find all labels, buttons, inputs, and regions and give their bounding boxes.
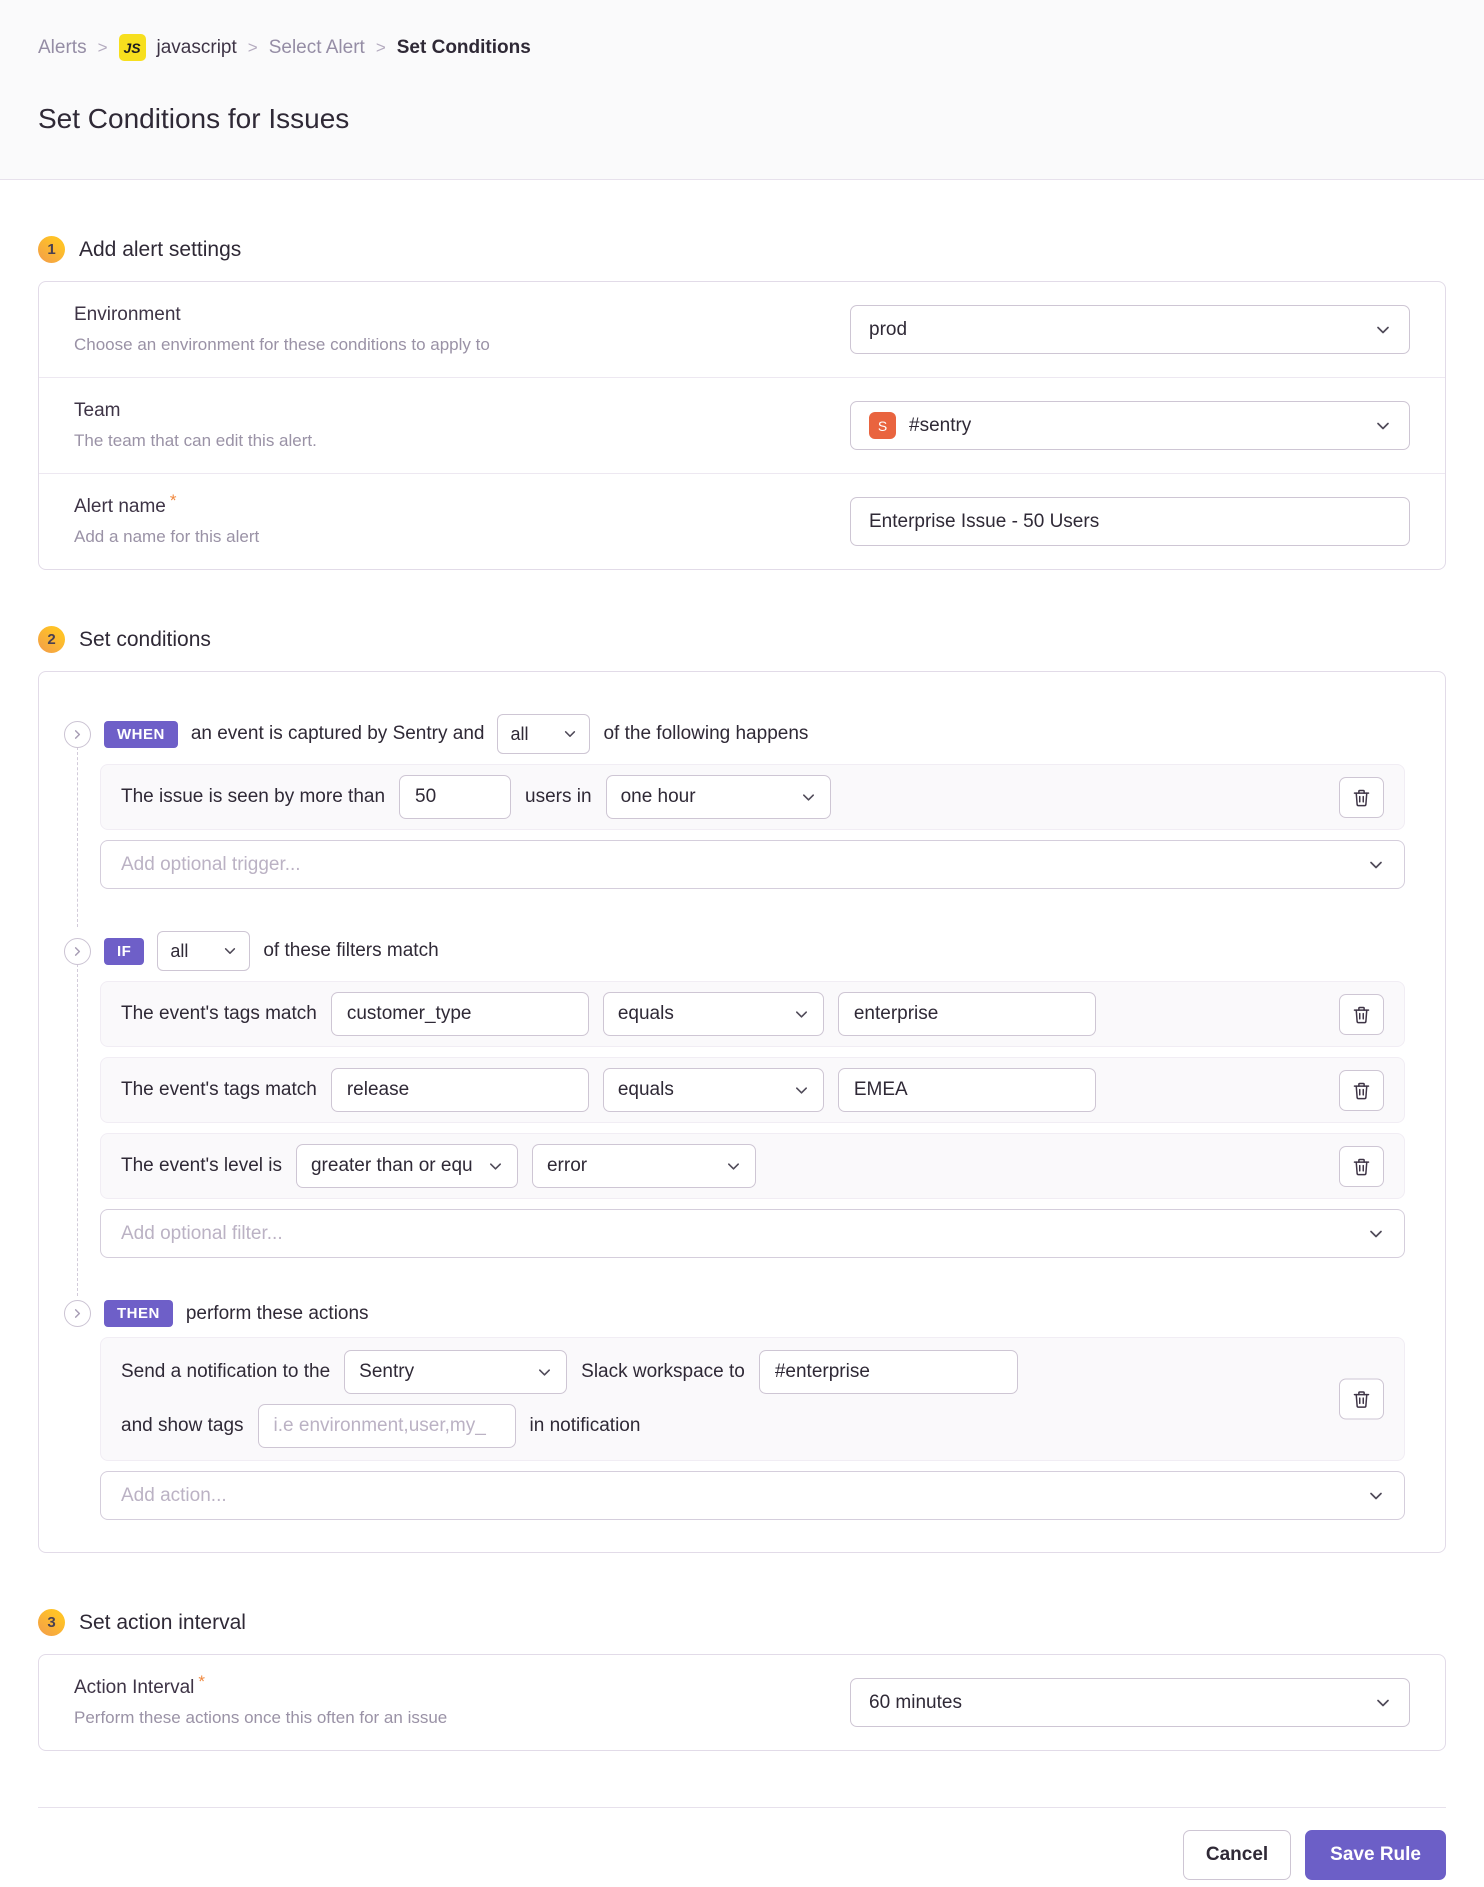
when-header bbox=[64, 714, 1405, 754]
main-content bbox=[0, 236, 1484, 1880]
chevron-right-icon bbox=[72, 729, 83, 740]
action-interval-panel bbox=[38, 1654, 1446, 1751]
section-set-conditions bbox=[38, 626, 1446, 653]
chevron-down-icon bbox=[1368, 857, 1384, 873]
team-value: #sentry bbox=[909, 414, 972, 436]
chevron-down-icon bbox=[223, 944, 237, 958]
add-trigger-select[interactable] bbox=[100, 840, 1405, 889]
alert-name-label-text: Alert name bbox=[74, 496, 166, 517]
when-body bbox=[100, 764, 1405, 889]
add-action-placeholder: Add action... bbox=[121, 1484, 227, 1506]
action-interval-label bbox=[74, 1672, 447, 1699]
action-interval-text bbox=[74, 1672, 448, 1728]
collapse-then-icon[interactable] bbox=[64, 1300, 91, 1327]
chevron-down-icon bbox=[801, 790, 816, 805]
tag-operator-select[interactable] bbox=[603, 1068, 824, 1112]
team-description: The team that can edit this alert. bbox=[74, 431, 317, 450]
breadcrumb-separator-icon: > bbox=[375, 37, 386, 57]
page-title: Set Conditions for Issues bbox=[38, 103, 350, 134]
chevron-down-icon bbox=[1375, 322, 1391, 338]
tag-operator-select[interactable] bbox=[603, 992, 824, 1036]
breadcrumb-current: Set Conditions bbox=[396, 36, 531, 58]
breadcrumb-separator-icon: > bbox=[97, 37, 108, 57]
if-step bbox=[64, 931, 1405, 1258]
level-filter-text: The event's level is bbox=[121, 1155, 282, 1176]
if-body bbox=[100, 981, 1405, 1258]
delete-filter-button[interactable] bbox=[1339, 994, 1384, 1035]
delete-filter-button[interactable] bbox=[1339, 1070, 1384, 1111]
action-interval-label-text: Action Interval bbox=[74, 1677, 195, 1698]
footer-actions bbox=[38, 1830, 1446, 1880]
team-text bbox=[74, 400, 317, 451]
when-match-value: all bbox=[510, 723, 529, 744]
chevron-down-icon bbox=[794, 1083, 809, 1098]
chevron-down-icon bbox=[488, 1159, 503, 1174]
if-match-value: all bbox=[170, 940, 189, 961]
collapse-if-icon[interactable] bbox=[64, 938, 91, 965]
trash-icon bbox=[1351, 1156, 1372, 1177]
action-interval-row bbox=[39, 1655, 1445, 1750]
action-row bbox=[100, 1337, 1405, 1461]
when-text-after: of the following happens bbox=[603, 723, 809, 744]
level-operator-value: greater than or equ bbox=[310, 1155, 473, 1176]
section-add-alert-settings bbox=[38, 236, 1446, 263]
trash-icon bbox=[1351, 1004, 1372, 1025]
then-step bbox=[64, 1300, 1405, 1520]
alert-name-input[interactable] bbox=[850, 497, 1410, 546]
footer-divider bbox=[38, 1807, 1446, 1808]
trigger-row bbox=[100, 764, 1405, 830]
environment-description: Choose an environment for these conditions to apply to bbox=[74, 335, 490, 354]
trash-icon bbox=[1351, 1389, 1372, 1410]
then-badge: THEN bbox=[104, 1300, 173, 1327]
tags-input[interactable] bbox=[258, 1404, 516, 1448]
add-action-select[interactable] bbox=[100, 1471, 1405, 1520]
environment-value: prod bbox=[869, 318, 908, 340]
chevron-down-icon bbox=[1375, 418, 1391, 434]
filter-text: The event's tags match bbox=[121, 1003, 317, 1024]
chevron-down-icon bbox=[794, 1007, 809, 1022]
alert-settings-panel bbox=[38, 281, 1446, 570]
if-match-select[interactable] bbox=[157, 931, 250, 971]
trash-icon bbox=[1351, 1080, 1372, 1101]
chevron-down-icon bbox=[563, 727, 577, 741]
channel-input[interactable] bbox=[759, 1350, 1018, 1394]
alert-name-label bbox=[74, 491, 259, 518]
tag-key-input[interactable] bbox=[331, 992, 589, 1036]
environment-label: Environment bbox=[74, 304, 181, 325]
tag-value-input[interactable] bbox=[838, 1068, 1096, 1112]
chevron-down-icon bbox=[537, 1365, 552, 1380]
section-set-action-interval bbox=[38, 1609, 1446, 1636]
chevron-right-icon bbox=[72, 946, 83, 957]
chevron-down-icon bbox=[1375, 1695, 1391, 1711]
step-number-badge: 3 bbox=[38, 1609, 65, 1636]
delete-trigger-button[interactable] bbox=[1339, 777, 1384, 818]
when-step bbox=[64, 714, 1405, 889]
chevron-right-icon bbox=[72, 1308, 83, 1319]
breadcrumb bbox=[38, 34, 1446, 61]
interval-value: one hour bbox=[620, 786, 696, 807]
environment-text bbox=[74, 304, 490, 355]
breadcrumb-separator-icon: > bbox=[247, 37, 258, 57]
team-label: Team bbox=[74, 400, 121, 421]
add-filter-select[interactable] bbox=[100, 1209, 1405, 1258]
collapse-when-icon[interactable] bbox=[64, 721, 91, 748]
chevron-down-icon bbox=[1368, 1488, 1384, 1504]
then-header bbox=[64, 1300, 1405, 1327]
step-number-badge: 2 bbox=[38, 626, 65, 653]
alert-name-row bbox=[39, 474, 1445, 569]
chevron-down-icon bbox=[1368, 1226, 1384, 1242]
level-value: error bbox=[546, 1155, 588, 1176]
when-badge: WHEN bbox=[104, 721, 178, 748]
trash-icon bbox=[1351, 787, 1372, 808]
action-interval-select[interactable] bbox=[850, 1678, 1410, 1727]
alert-name-description: Add a name for this alert bbox=[74, 527, 260, 546]
level-value-select[interactable] bbox=[532, 1144, 756, 1188]
level-operator-select[interactable] bbox=[296, 1144, 518, 1188]
tags-text-after: in notification bbox=[529, 1415, 641, 1436]
environment-row bbox=[39, 282, 1445, 378]
page-header bbox=[0, 0, 1484, 180]
action-line-2 bbox=[121, 1404, 1018, 1448]
breadcrumb-alerts[interactable]: Alerts bbox=[38, 36, 87, 58]
tags-text-before: and show tags bbox=[121, 1415, 244, 1436]
interval-select[interactable] bbox=[606, 775, 831, 819]
section-title: Set conditions bbox=[79, 627, 211, 651]
if-badge: IF bbox=[104, 938, 144, 965]
team-row bbox=[39, 378, 1445, 474]
action-text-middle: Slack workspace to bbox=[581, 1361, 745, 1382]
trigger-text-middle: users in bbox=[525, 786, 592, 807]
tag-key-input[interactable] bbox=[331, 1068, 589, 1112]
filter-row bbox=[100, 1057, 1405, 1123]
add-trigger-placeholder: Add optional trigger... bbox=[121, 853, 301, 875]
action-lines bbox=[121, 1350, 1018, 1448]
javascript-project-icon: JS bbox=[119, 34, 146, 61]
action-interval-value: 60 minutes bbox=[869, 1691, 962, 1713]
environment-select[interactable] bbox=[850, 305, 1410, 354]
breadcrumb-project[interactable]: javascript bbox=[156, 36, 237, 58]
required-asterisk: * bbox=[198, 1672, 206, 1691]
action-line-1 bbox=[121, 1350, 1018, 1394]
delete-action-button[interactable] bbox=[1339, 1379, 1384, 1420]
when-text-before: an event is captured by Sentry and bbox=[190, 723, 485, 744]
section-title: Add alert settings bbox=[79, 237, 242, 261]
required-asterisk: * bbox=[169, 491, 177, 510]
breadcrumb-select-alert[interactable]: Select Alert bbox=[268, 36, 365, 58]
save-rule-button[interactable]: Save Rule bbox=[1305, 1830, 1446, 1880]
action-interval-description: Perform these actions once this often for an issue bbox=[74, 1708, 448, 1727]
team-avatar: S bbox=[869, 412, 896, 439]
workspace-value: Sentry bbox=[359, 1361, 415, 1382]
alert-name-text bbox=[74, 491, 260, 547]
if-header bbox=[64, 931, 1405, 971]
chevron-down-icon bbox=[726, 1159, 741, 1174]
tag-operator-value: equals bbox=[617, 1003, 674, 1024]
if-text-after: of these filters match bbox=[263, 940, 439, 961]
trigger-text-before: The issue is seen by more than bbox=[121, 786, 386, 807]
delete-filter-button[interactable] bbox=[1339, 1146, 1384, 1187]
workspace-select[interactable] bbox=[344, 1350, 567, 1394]
tag-operator-value: equals bbox=[617, 1079, 674, 1100]
add-filter-placeholder: Add optional filter... bbox=[121, 1222, 283, 1244]
filter-text: The event's tags match bbox=[121, 1079, 317, 1100]
then-body bbox=[100, 1337, 1405, 1520]
team-select[interactable] bbox=[850, 401, 1410, 450]
filter-row bbox=[100, 981, 1405, 1047]
cancel-button[interactable]: Cancel bbox=[1183, 1830, 1291, 1880]
tag-value-input[interactable] bbox=[838, 992, 1096, 1036]
section-title: Set action interval bbox=[79, 1610, 246, 1634]
when-match-select[interactable] bbox=[497, 714, 590, 754]
level-filter-row bbox=[100, 1133, 1405, 1199]
action-text-before: Send a notification to the bbox=[121, 1361, 331, 1382]
user-count-input[interactable] bbox=[399, 775, 511, 819]
conditions-panel bbox=[38, 671, 1446, 1553]
step-number-badge: 1 bbox=[38, 236, 65, 263]
then-text-after: perform these actions bbox=[185, 1302, 369, 1324]
